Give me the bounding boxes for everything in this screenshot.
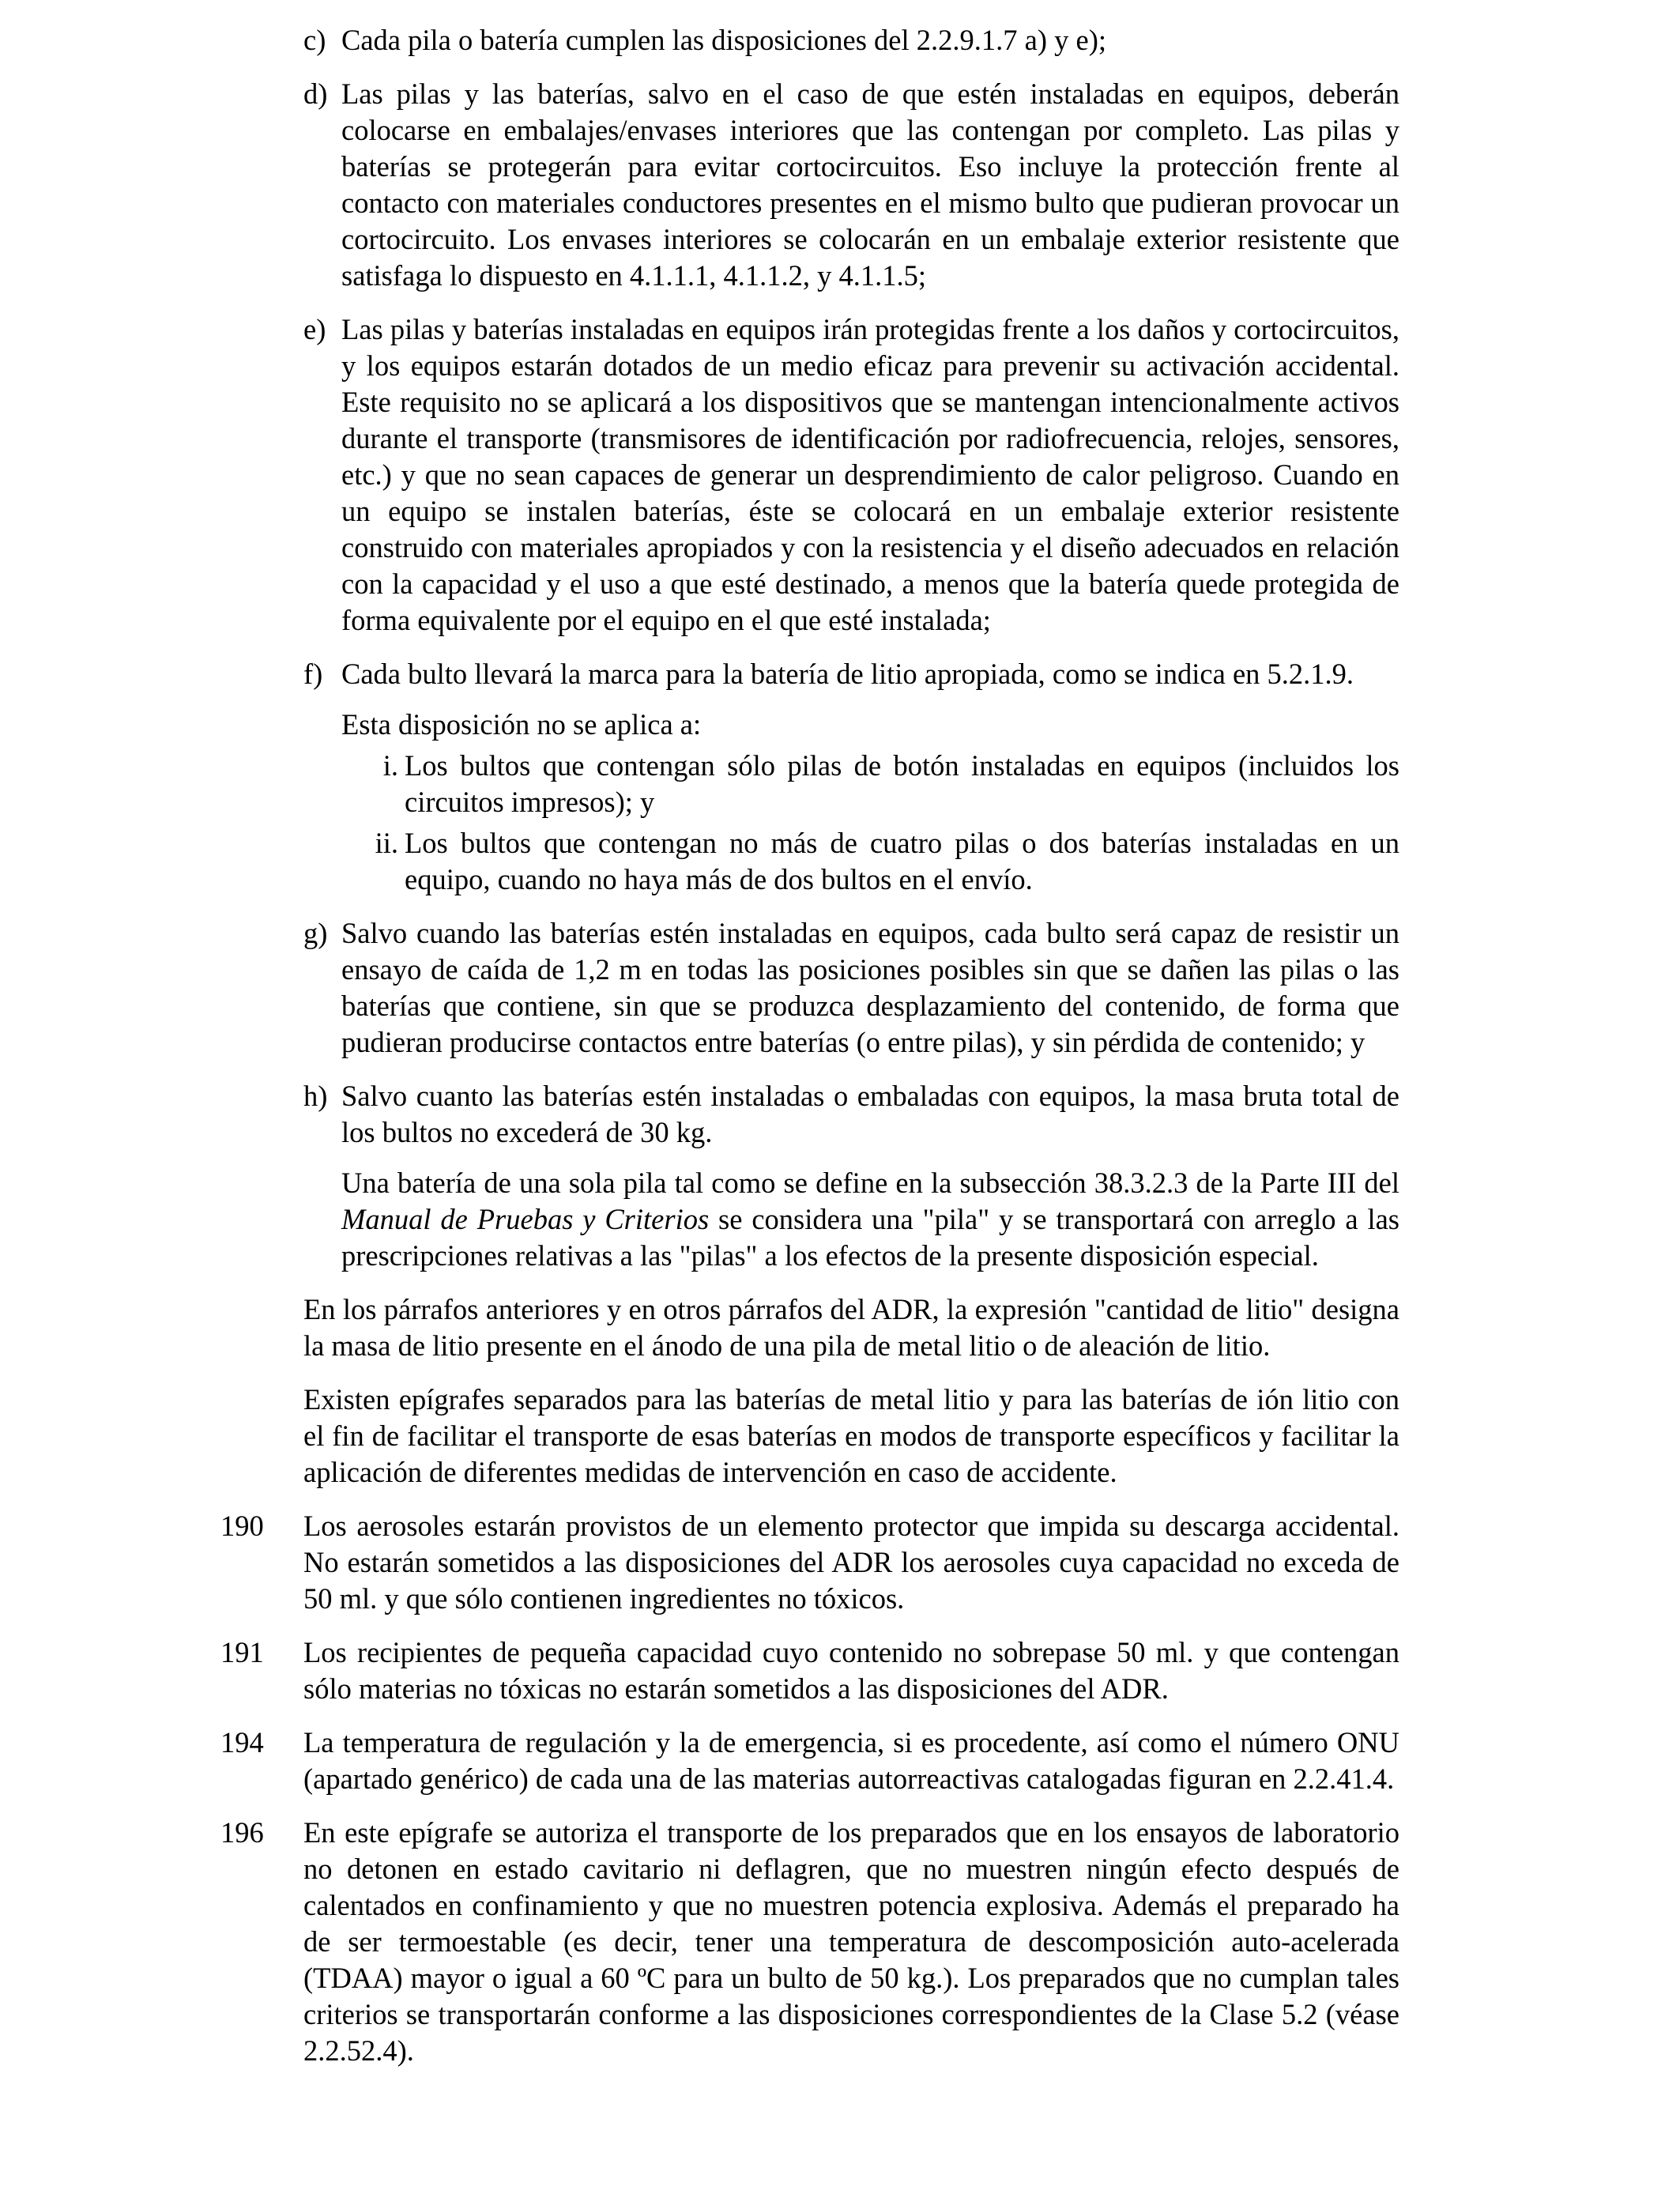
list-item-c xyxy=(303,22,1399,58)
paragraph-text: En los párrafos anteriores y en otros párrafos del ADR, la expresión "cantidad de litio" designa la masa de litio presente en el ánodo de una pila de metal litio o de aleación de litio. xyxy=(303,1293,1399,1362)
subtext-end: se considera una "pila" y se transportará con arreglo a las prescripciones relativas a las "pilas" a los efectos de la presente disposición especial. xyxy=(341,1203,1399,1272)
list-item-subtext xyxy=(341,1165,1399,1274)
list-letter: h) xyxy=(303,1080,328,1112)
list-letter: c) xyxy=(303,24,326,56)
list-item-h xyxy=(303,1078,1399,1274)
list-letter: e) xyxy=(303,313,326,345)
list-item-text: Las pilas y las baterías, salvo en el caso de que estén instaladas en equipos, deberán colocarse en embalajes/envases interiores que las contengan por completo. Las pilas y baterías se protegerán para evitar cortocircuitos. Eso incluye la protección frente al contacto con materiales conductores presentes en el mismo bulto que pudieran provocar un cortocircuito. Los envases interiores se colocarán en un embalaje exterior resistente que satisfaga lo dispuesto en 4.1.1.1, 4.1.1.2, y 4.1.1.5; xyxy=(341,77,1399,292)
provision-191 xyxy=(220,1634,1399,1707)
list-item-text: Cada pila o batería cumplen las disposiciones del 2.2.9.1.7 a) y e); xyxy=(341,24,1106,56)
list-letter: d) xyxy=(303,77,328,110)
paragraph-lithium-quantity xyxy=(303,1291,1399,1364)
list-item-subtext: Esta disposición no se aplica a: xyxy=(341,708,702,741)
roman-number: i. xyxy=(382,749,398,782)
list-item-text: Salvo cuando las baterías estén instaladas en equipos, cada bulto será capaz de resistir un ensayo de caída de 1,2 m en todas las posiciones posibles sin que se dañen las pilas o las baterías que contiene, sin que se produzca desplazamiento del contenido, de forma que pudieran producirse contactos entre baterías (o entre pilas), y sin pérdida de contenido; y xyxy=(341,917,1399,1058)
list-item-e xyxy=(303,311,1399,639)
provision-190 xyxy=(220,1508,1399,1617)
list-item-f xyxy=(303,656,1399,898)
paragraph-text: Existen epígrafes separados para las baterías de metal litio y para las baterías de ión litio con el fin de facilitar el transporte de esas baterías en modos de transporte específicos y facilitar la aplicación de diferentes medidas de intervención en caso de accidente. xyxy=(303,1383,1399,1488)
provision-text: En este epígrafe se autoriza el transporte de los preparados que en los ensayos de laboratorio no detonen en estado cavitario ni deflagren, que no muestren ningún efecto después de calentados en confinamiento y que no muestren potencia explosiva. Además el preparado ha de ser termoestable (es decir, tener una temperatura de descomposición auto-acelerada (TDAA) mayor o igual a 60 ºC para un bulto de 50 kg.). Los preparados que no cumplan tales criterios se transportarán conforme a las disposiciones correspondientes de la Clase 5.2 (véase 2.2.52.4). xyxy=(303,1816,1399,2067)
roman-item-text: Los bultos que contengan no más de cuatro pilas o dos baterías instaladas en un equipo, cuando no haya más de dos bultos en el envío. xyxy=(405,827,1399,895)
provision-text: Los aerosoles estarán provistos de un elemento protector que impida su descarga accidental. No estarán sometidos a las disposiciones del ADR los aerosoles cuya capacidad no exceda de 50 ml. y que sólo contienen ingredientes no tóxicos. xyxy=(303,1510,1399,1615)
roman-number: ii. xyxy=(375,827,398,859)
list-letter: f) xyxy=(303,658,323,690)
provision-194 xyxy=(220,1725,1399,1797)
list-letter: g) xyxy=(303,917,328,949)
list-item-d xyxy=(303,76,1399,294)
provision-number: 190 xyxy=(220,1510,264,1542)
provision-number: 196 xyxy=(220,1816,264,1849)
list-item-text: Cada bulto llevará la marca para la batería de litio apropiada, como se indica en 5.2.1.9. xyxy=(341,658,1354,690)
provision-text: La temperatura de regulación y la de emergencia, si es procedente, así como el número ONU (apartado genérico) de cada una de las materias autorreactivas catalogadas figuran en 2.2.41.4. xyxy=(303,1726,1399,1795)
provision-text: Los recipientes de pequeña capacidad cuyo contenido no sobrepase 50 ml. y que contengan sólo materias no tóxicas no estarán sometidos a las disposiciones del ADR. xyxy=(303,1636,1399,1705)
list-item-text: Salvo cuanto las baterías estén instaladas o embaladas con equipos, la masa bruta total de los bultos no excederá de 30 kg. xyxy=(341,1080,1399,1148)
provision-number: 194 xyxy=(220,1726,264,1759)
paragraph-separate-entries xyxy=(303,1382,1399,1491)
list-item-text: Las pilas y baterías instaladas en equipos irán protegidas frente a los daños y cortocircuitos, y los equipos estarán dotados de un medio eficaz para prevenir su activación accidental. Este requisito no se aplicará a los dispositivos que se mantengan intencionalmente activos durante el transporte (transmisores de identificación por radiofrecuencia, relojes, sensores, etc.) y que no sean capaces de generar un desprendimiento de calor peligroso. Cuando en un equipo se instalen baterías, éste se colocará en un embalaje exterior resistente construido con materiales apropiados y con la resistencia y el diseño adecuados en relación con la capacidad y el uso a que esté destinado, a menos que la batería quede protegida de forma equivalente por el equipo en el que esté instalada; xyxy=(341,313,1399,636)
subtext-start: Una batería de una sola pila tal como se define en la subsección 38.3.2.3 de la Parte III del xyxy=(341,1167,1399,1199)
list-item-g xyxy=(303,915,1399,1061)
provision-number: 191 xyxy=(220,1636,264,1668)
provision-196 xyxy=(220,1815,1399,2069)
roman-item-ii xyxy=(375,825,1399,898)
manual-title-italic: Manual de Pruebas y Criterios xyxy=(341,1203,710,1235)
roman-item-i xyxy=(382,748,1399,820)
roman-item-text: Los bultos que contengan sólo pilas de botón instaladas en equipos (incluidos los circuitos impresos); y xyxy=(405,749,1399,818)
